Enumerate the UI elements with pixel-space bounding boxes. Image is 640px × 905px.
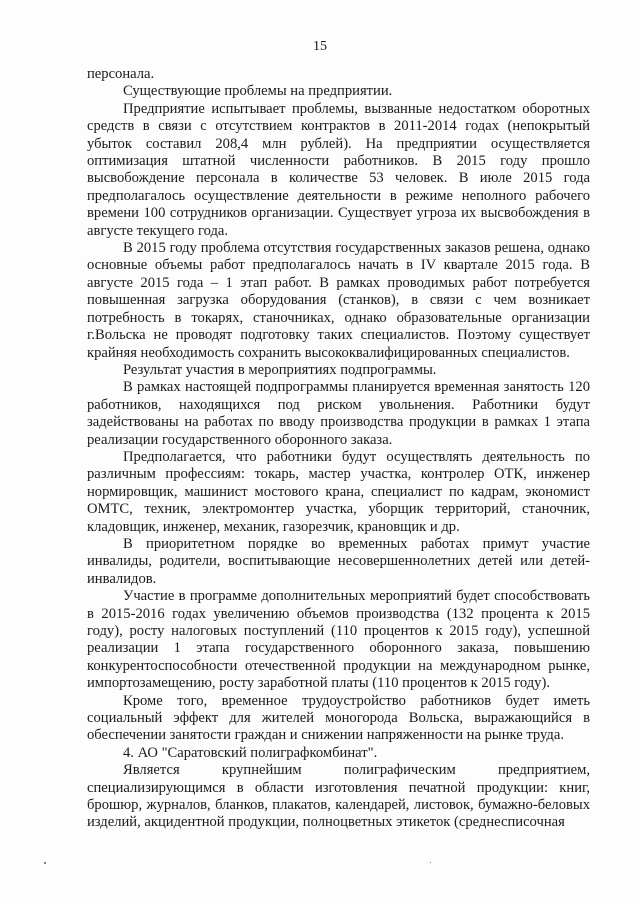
- paragraph-problems: Предприятие испытывает проблемы, вызванные недостатком оборотных средств в связи с отсутствием контрактов в 2011-2014 годах (непокрытый убыток составил 208,4 млн рублей). На предприятии осуществляется оптимизация штатной численности работников. В 2015 году прошло высвобождение персонала в количестве 53 человек. В июле 2015 года предполагалось осуществление деятельности в режиме неполного рабочего времени 100 сотрудников организации. Существует угроза их высвобождения в августе текущего года.: [87, 100, 590, 239]
- paragraph-continuation: персонала.: [87, 66, 155, 82]
- paragraph-temporary-employment: В рамках настоящей подпрограммы планируется временная занятость 120 работников, находящихся под риском увольнения. Работники будут задействованы на работах по вводу производства продукции в рамках 1 этапа реализации государственного оборонного заказа.: [87, 379, 590, 448]
- paragraph-priority: В приоритетном порядке во временных работах примут участие инвалиды, родители, воспитывающие несовершеннолетних детей или детей-инвалидов.: [87, 535, 590, 587]
- paragraph-enterprise-description: Является крупнейшим полиграфическим предприятием, специализирующимся в области изготовления печатной продукции: книг, брошюр, журналов, бланков, плакатов, календарей, листовок, бумажно-беловых изделий, акцидентной продукции, полноцветных этикеток (среднесписочная: [87, 762, 590, 831]
- page-number: 15: [313, 39, 327, 54]
- paragraph-participation-effect: Участие в программе дополнительных мероприятий будет способствовать в 2015-2016 годах увеличению объемов производства (132 процента к 2015 году), росту налоговых поступлений (110 процентов к 2015 году), успешной реализации 1 этапа государственного оборонного заказа, повышению конкурентоспособности отечественной продукции на международном рынке, импортозамещению, росту заработной платы (110 процентов к 2015 году).: [87, 588, 590, 692]
- scan-speck: [430, 862, 431, 863]
- heading-current-problems: Существующие проблемы на предприятии.: [123, 83, 393, 100]
- heading-participation-result: Результат участия в мероприятиях подпрограммы.: [123, 361, 437, 378]
- body-text: [87, 66, 590, 832]
- paragraph-social-effect: Кроме того, временное трудоустройство работников будет иметь социальный эффект для жителей моногорода Вольска, выражающийся в обеспечении занятости граждан и снижении напряженности на рынке труда.: [87, 692, 590, 744]
- scan-speck: [44, 862, 46, 864]
- heading-enterprise-4: 4. АО "Саратовский полиграфкомбинат".: [123, 744, 378, 761]
- paragraph-professions: Предполагается, что работники будут осуществлять деятельность по различным профессиям: токарь, мастер участка, контролер ОТК, инженер нормировщик, машинист мостового крана, специалист по кадрам, экономист ОМТС, техник, электромонтер участка, уборщик территорий, станочник, кладовщик, инженер, механик, газорезчик, крановщик и др.: [87, 448, 590, 535]
- paragraph-state-orders: В 2015 году проблема отсутствия государственных заказов решена, однако основные объемы работ предполагалось начать в IV квартале 2015 года. В августе 2015 года – 1 этап работ. В рамках проводимых работ потребуется повышенная загрузка оборудования (станков), в связи с чем возникает потребность в токарях, станочниках, однако образовательные организации г.Вольска не проводят подготовку таких специалистов. Поэтому существует крайняя необходимость сохранить высококвалифицированных специалистов.: [87, 240, 590, 361]
